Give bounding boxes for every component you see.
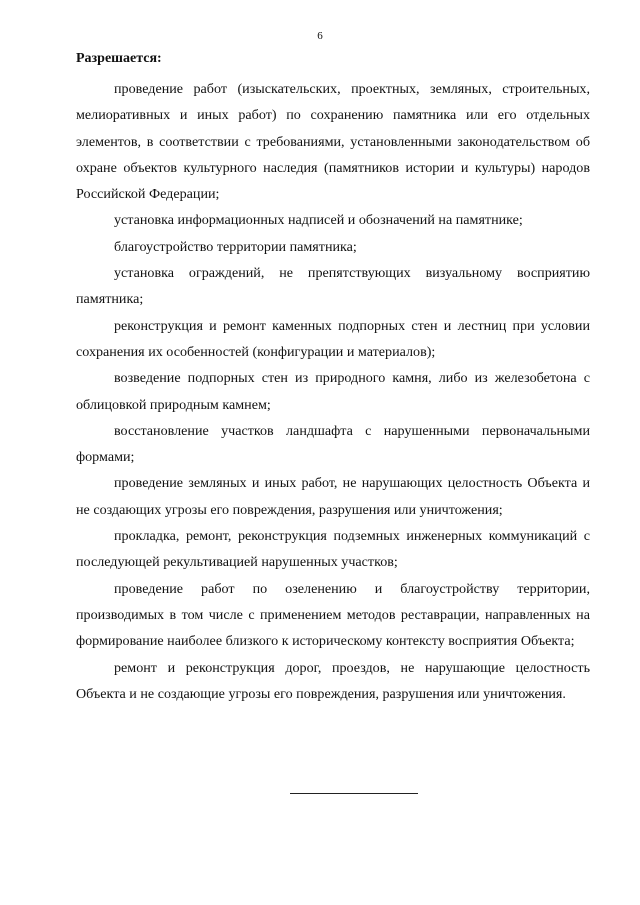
document-body	[76, 76, 590, 707]
paragraph: благоустройство территории памятника;	[114, 238, 357, 255]
paragraph: возведение подпорных стен из природного камня, либо из железобетона с облицовкой природным камнем;	[76, 370, 590, 413]
paragraph: восстановление участков ландшафта с нарушенными первоначальными формами;	[76, 422, 590, 466]
paragraph: проведение земляных и иных работ, не нарушающих целостность Объекта и не создающих угрозы его повреждения, разрушения или уничтожения;	[76, 475, 590, 518]
paragraph: проведение работ по озеленению и благоустройству территории, производимых в том числе с применением методов реставрации, направленных на формирование наиболее близкого к историческому контексту восприятия Объекта;	[76, 580, 590, 650]
section-heading: Разрешается:	[76, 51, 162, 66]
paragraph: реконструкция и ремонт каменных подпорных стен и лестниц при условии сохранения их особенностей (конфигурации и материалов);	[76, 317, 590, 360]
paragraph: установка ограждений, не препятствующих визуальному восприятию памятника;	[76, 265, 590, 308]
end-divider-line	[290, 793, 418, 794]
page-number: 6	[317, 30, 323, 42]
paragraph: установка информационных надписей и обозначений на памятнике;	[114, 212, 523, 229]
paragraph: прокладка, ремонт, реконструкция подземных инженерных коммуникаций с последующей рекультивацией нарушенных участков;	[76, 528, 590, 571]
paragraph: проведение работ (изыскательских, проектных, земляных, строительных, мелиоративных и иных работ) по сохранению памятника или его отдельных элементов, в соответствии с требованиями, установленными законодательством об охране объектов культурного наследия (памятников истории и культуры) народов Российской Федерации;	[76, 81, 590, 203]
paragraph: ремонт и реконструкция дорог, проездов, не нарушающие целостность Объекта и не создающие угрозы его повреждения, разрушения или уничтожения.	[76, 659, 590, 702]
